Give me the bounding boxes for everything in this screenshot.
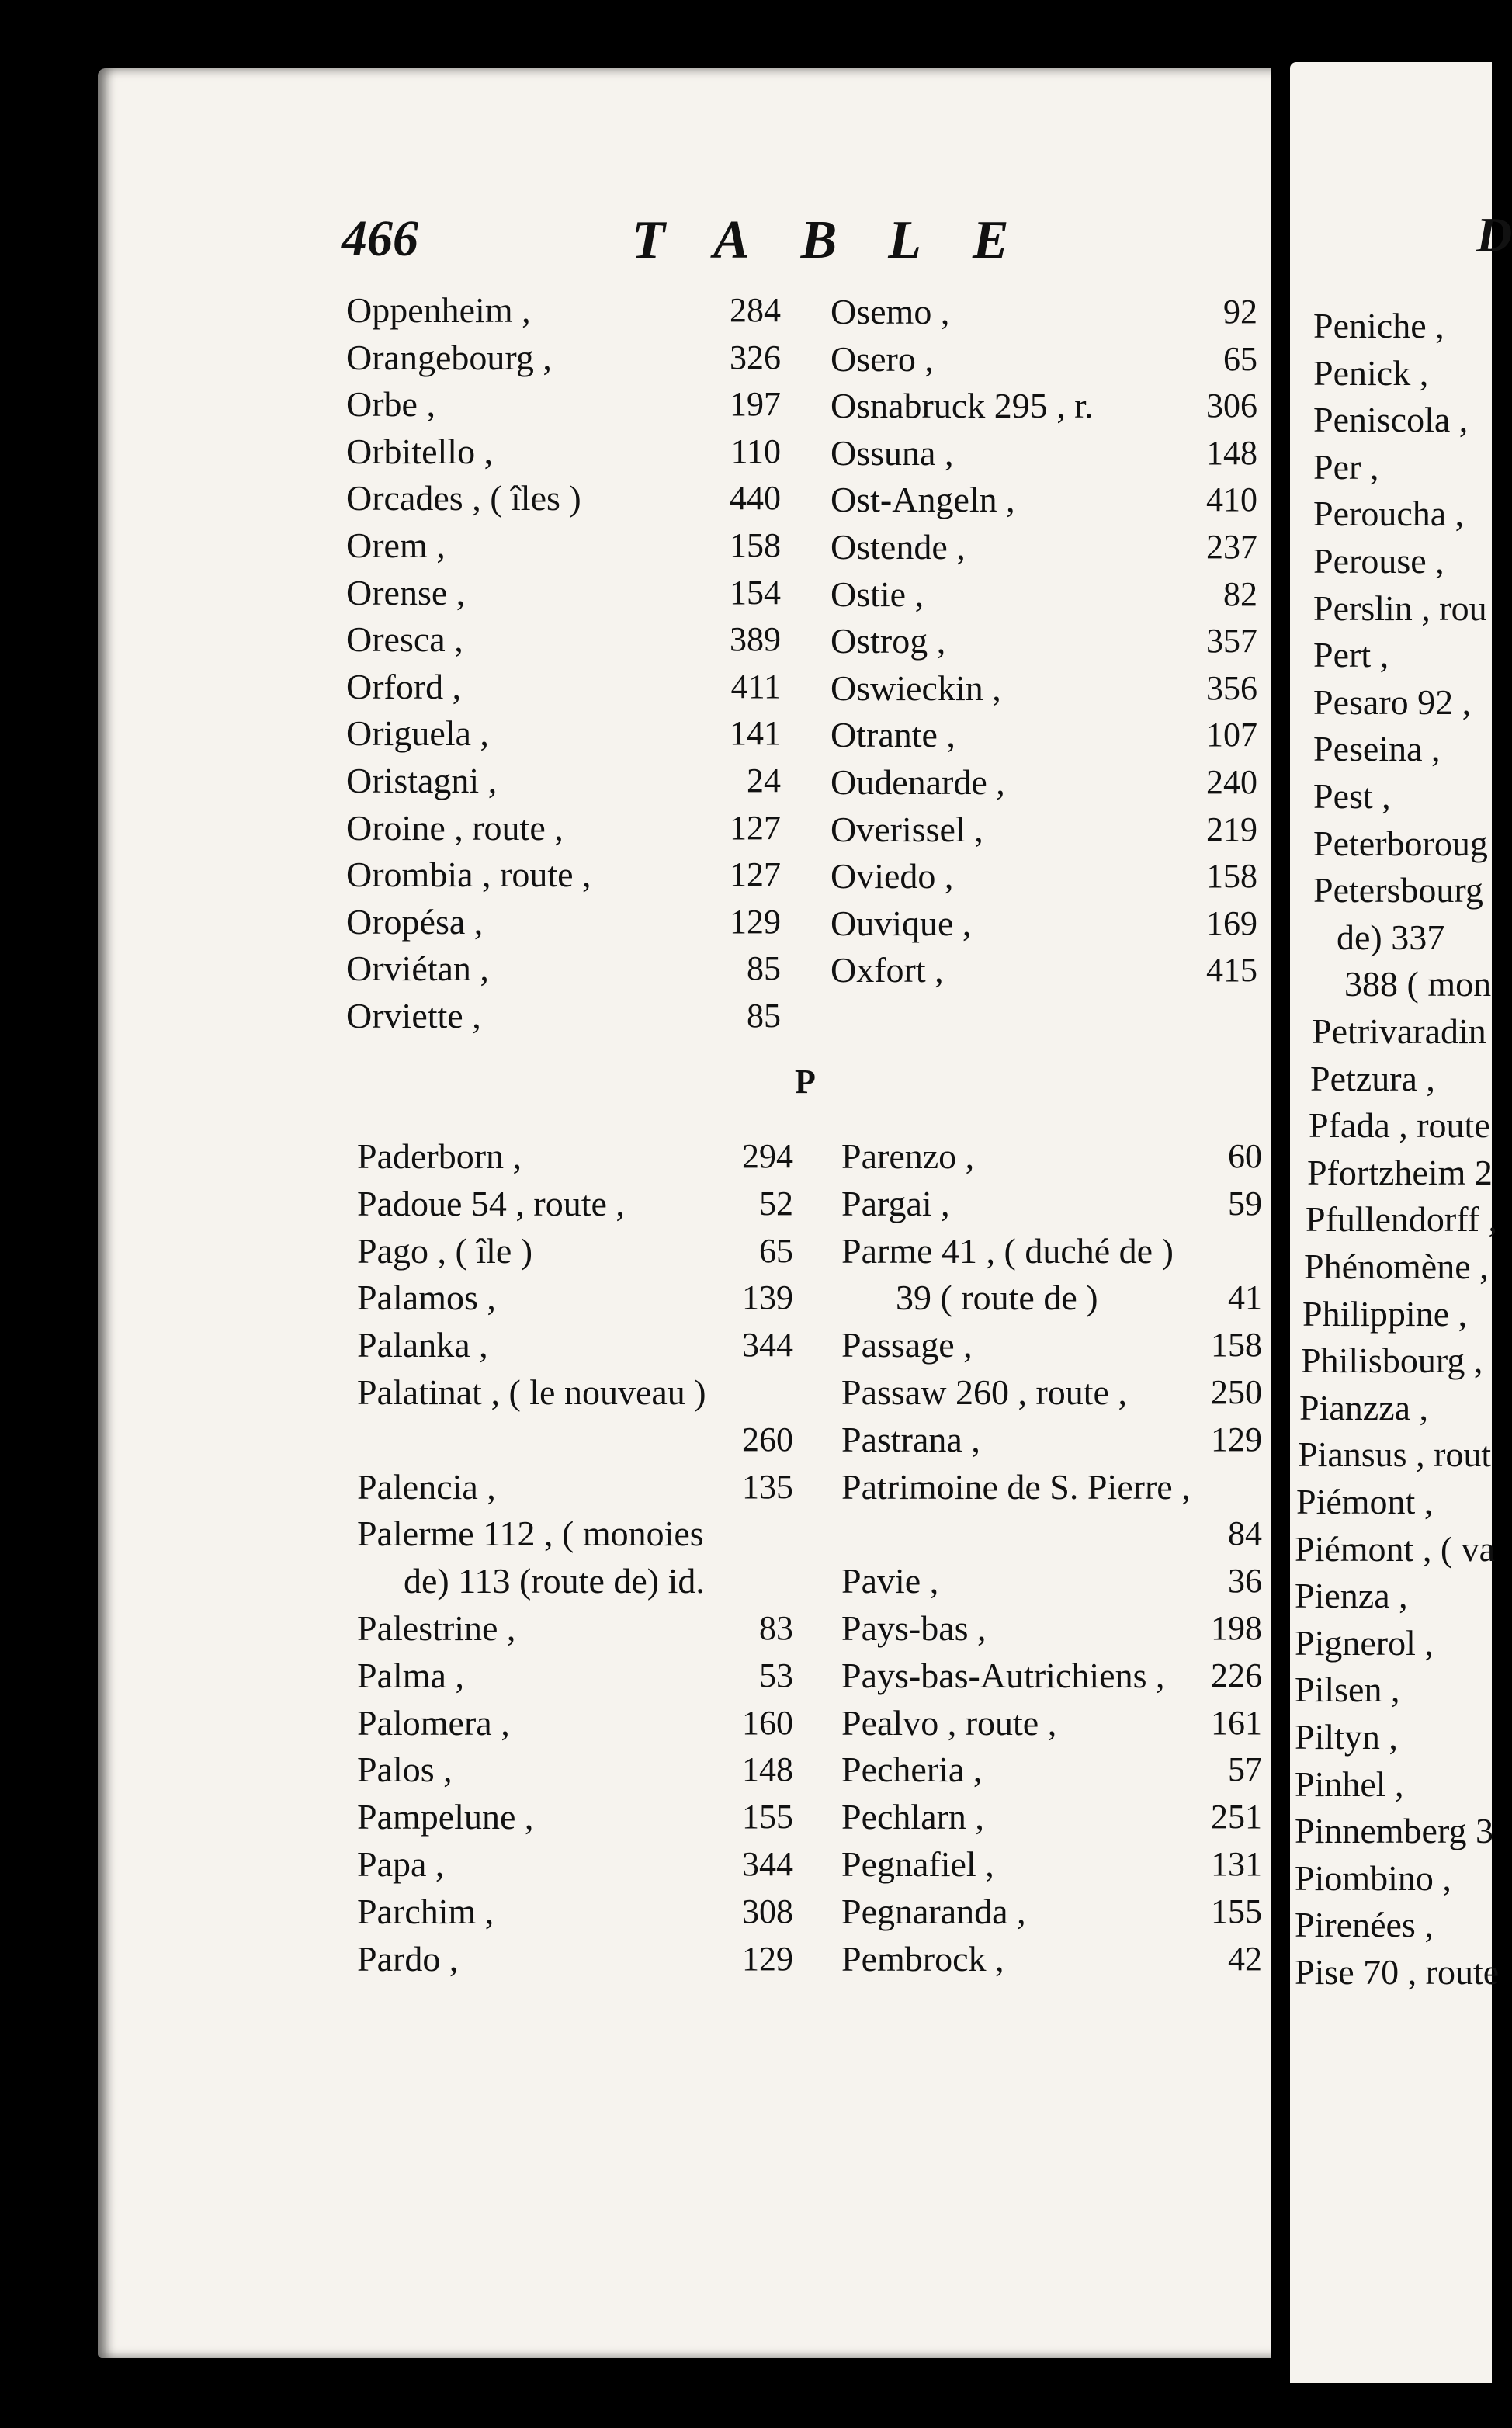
index-entry-name: Orviétan , xyxy=(346,949,489,989)
index-entry-page: 65 xyxy=(759,1231,793,1270)
index-entry-name: Osnabruck 295 , r. xyxy=(831,386,1094,426)
index-entry-name: Palma , xyxy=(357,1655,464,1695)
index-entry-name: Patrimoine de S. Pierre , xyxy=(841,1466,1191,1507)
index-entry-name: Parchim , xyxy=(357,1891,494,1931)
index-entry-name: Pegnafiel , xyxy=(841,1844,994,1884)
index-entry-name: Pealvo , route , xyxy=(841,1702,1057,1743)
index-entry-page: 154 xyxy=(730,573,781,612)
index-entry-name: Pargai , xyxy=(841,1183,950,1223)
index-entry-page: 129 xyxy=(730,902,781,941)
next-page-entry: Pinhel , xyxy=(1295,1764,1404,1804)
index-entry-name: Ostende , xyxy=(831,527,966,567)
index-entry-name: Otrante , xyxy=(831,715,955,755)
index-entry-page: 85 xyxy=(747,997,781,1035)
index-entry-page: 308 xyxy=(742,1892,793,1930)
index-entry-page: 59 xyxy=(1228,1184,1262,1223)
index-entry-name: Pago , ( île ) xyxy=(357,1230,533,1271)
right-page-head: D xyxy=(1476,207,1512,262)
index-entry-page: 127 xyxy=(730,808,781,847)
index-entry-page: 357 xyxy=(1206,622,1257,661)
index-entry-name: Paderborn , xyxy=(357,1136,522,1176)
index-entry-page: 82 xyxy=(1223,574,1257,613)
next-page-entry: Perouse , xyxy=(1313,541,1444,581)
index-entry-page: 344 xyxy=(742,1845,793,1883)
next-page-entry: Pert , xyxy=(1313,635,1389,675)
index-entry-name: Oudenarde , xyxy=(831,762,1005,802)
index-entry-name: Palatinat , ( le nouveau ) xyxy=(357,1372,706,1412)
index-entry-page: 294 xyxy=(742,1137,793,1175)
index-entry-page: 83 xyxy=(759,1609,793,1647)
index-entry-page: 198 xyxy=(1211,1609,1262,1647)
section-letter: P xyxy=(795,1063,816,1101)
next-page-entry: Pesaro 92 , xyxy=(1313,682,1472,722)
running-head: TABLE xyxy=(632,210,1060,270)
index-entry-page: 219 xyxy=(1206,810,1257,848)
index-entry-name: Pays-bas , xyxy=(841,1608,987,1648)
next-page-entry: Perslin , rou xyxy=(1313,588,1487,628)
index-entry-name: Orangebourg , xyxy=(346,337,552,377)
index-entry-page: 158 xyxy=(1206,857,1257,896)
index-entry-page: 344 xyxy=(742,1326,793,1365)
index-entry-page: 251 xyxy=(1211,1798,1262,1837)
index-entry-page: 155 xyxy=(742,1798,793,1837)
index-entry-page: 57 xyxy=(1228,1750,1262,1789)
index-entry-page: 158 xyxy=(1211,1326,1262,1365)
index-entry-name: Orem , xyxy=(346,525,446,565)
index-entry-name: Ost-Angeln , xyxy=(831,480,1015,520)
index-entry-name: Origuela , xyxy=(346,713,489,754)
index-entry-page: 129 xyxy=(1211,1420,1262,1459)
left-page xyxy=(98,68,1278,2358)
index-entry-name: Oresca , xyxy=(346,619,463,660)
index-entry-page: 84 xyxy=(1228,1514,1262,1553)
index-entry-page: 197 xyxy=(730,385,781,424)
index-entry-page: 326 xyxy=(730,338,781,376)
index-entry-page: 169 xyxy=(1206,904,1257,942)
index-entry-page: 356 xyxy=(1206,668,1257,707)
index-entry-name: Osemo , xyxy=(831,292,950,331)
next-page-entry: Pirenées , xyxy=(1295,1905,1434,1945)
next-page-entry: Petzura , xyxy=(1310,1058,1435,1098)
next-page-entry: Pianzza , xyxy=(1299,1387,1429,1427)
next-page-entry: Pignerol , xyxy=(1295,1622,1434,1663)
next-page-entry: Peterboroug xyxy=(1313,823,1488,863)
index-entry-name: Oristagni , xyxy=(346,761,498,800)
next-page-entry: Pfada , route xyxy=(1309,1105,1490,1146)
index-entry-name: Orense , xyxy=(346,572,466,612)
index-entry-name: Pampelune , xyxy=(357,1797,534,1837)
index-entry-page: 36 xyxy=(1228,1562,1262,1601)
index-entry-name: Padoue 54 , route , xyxy=(357,1183,625,1223)
index-entry-page: 415 xyxy=(1206,951,1257,990)
page-number: 466 xyxy=(342,210,418,267)
index-entry-page: 250 xyxy=(1211,1373,1262,1411)
index-entry-page: 148 xyxy=(1206,433,1257,472)
index-entry-page: 92 xyxy=(1223,293,1257,331)
right-page xyxy=(1290,62,1512,2383)
next-page-entry: Penick , xyxy=(1313,352,1429,393)
index-entry-page: 107 xyxy=(1206,716,1257,754)
index-entry-name: Parme 41 , ( duché de ) xyxy=(841,1230,1174,1271)
index-entry-page: 24 xyxy=(747,761,781,800)
index-entry-name: Palestrine , xyxy=(357,1608,516,1648)
next-page-entry: Pise 70 , route xyxy=(1295,1952,1500,1992)
next-page-entry: Pfullendorff , xyxy=(1306,1199,1498,1240)
index-entry-name: Palencia , xyxy=(357,1466,496,1507)
next-page-entry: Pfortzheim 2 xyxy=(1307,1152,1493,1192)
index-entry-name: Papa , xyxy=(357,1844,445,1884)
index-entry-name: Pastrana , xyxy=(841,1419,980,1459)
paper-speck xyxy=(224,1633,236,1646)
next-page-entry: Pinnemberg 3 xyxy=(1295,1811,1493,1851)
next-page-entry: Peroucha , xyxy=(1313,494,1465,534)
index-entry-name: Palamos , xyxy=(357,1278,496,1318)
next-page-entry: Peniscola , xyxy=(1313,400,1469,440)
next-page-entry: Peseina , xyxy=(1313,729,1441,769)
next-page-entry: Per , xyxy=(1313,446,1379,487)
index-entry-name: Palerme 112 , ( monoies xyxy=(357,1514,704,1554)
index-entry-page: 160 xyxy=(742,1703,793,1742)
index-entry-name: de) 113 (route de) id. xyxy=(404,1561,705,1601)
index-entry-name: Oropésa , xyxy=(346,901,484,942)
index-entry-name: Orviette , xyxy=(346,996,481,1035)
next-page-entry: Piémont , xyxy=(1296,1482,1434,1521)
index-entry-page: 65 xyxy=(1223,339,1257,378)
index-entry-page: 131 xyxy=(1211,1845,1262,1883)
next-page-entry: Piansus , rout xyxy=(1298,1434,1492,1475)
index-entry-name: Ostie , xyxy=(831,574,924,614)
index-entry-page: 41 xyxy=(1228,1278,1262,1317)
index-entry-name: Pardo , xyxy=(357,1938,459,1979)
index-entry-name: Osero , xyxy=(831,338,934,379)
index-entry-page: 260 xyxy=(742,1420,793,1459)
index-entry-page: 161 xyxy=(1211,1703,1262,1742)
index-entry-name: Orcades , ( îles ) xyxy=(346,478,581,519)
next-page-entry: 388 ( mon xyxy=(1344,964,1492,1004)
index-entry-page: 410 xyxy=(1206,480,1257,519)
index-entry-name: Orford , xyxy=(346,666,462,706)
index-entry-page: 60 xyxy=(1228,1137,1262,1175)
index-entry-name: Passaw 260 , route , xyxy=(841,1372,1127,1412)
next-page-entry: Phénomène , xyxy=(1304,1247,1489,1286)
index-entry-name: Pembrock , xyxy=(841,1938,1004,1979)
next-page-entry: Piltyn , xyxy=(1295,1717,1398,1757)
next-page-entry: Pest , xyxy=(1313,776,1391,816)
next-page-entry: Petersbourg xyxy=(1313,870,1483,910)
next-page-entry: Piémont , ( va xyxy=(1295,1528,1496,1569)
index-entry-name: Palomera , xyxy=(357,1702,510,1743)
index-entry-name: Oppenheim , xyxy=(346,290,531,330)
next-page-entry: Philisbourg , xyxy=(1301,1341,1483,1381)
index-entry-name: Oroine , route , xyxy=(346,807,564,848)
index-entry-page: 237 xyxy=(1206,528,1257,566)
index-entry-name: Parenzo , xyxy=(841,1136,975,1176)
index-entry-name: Orbitello , xyxy=(346,431,494,471)
index-entry-page: 226 xyxy=(1211,1656,1262,1694)
index-entry-name: Palos , xyxy=(357,1750,453,1790)
index-entry-name: Overissel , xyxy=(831,809,983,849)
index-entry-page: 110 xyxy=(730,432,781,470)
index-entry-page: 284 xyxy=(730,291,781,329)
index-entry-page: 389 xyxy=(730,620,781,659)
next-page-entry: de) 337 xyxy=(1337,917,1445,957)
index-entry-name: Pays-bas-Autrichiens , xyxy=(841,1655,1165,1695)
index-entry-name: Orbe , xyxy=(346,384,435,425)
index-entry-page: 440 xyxy=(730,479,781,518)
index-entry-page: 158 xyxy=(730,526,781,564)
index-entry-page: 141 xyxy=(730,714,781,753)
next-page-entry: Peniche , xyxy=(1313,306,1444,345)
index-entry-page: 411 xyxy=(730,667,781,706)
index-entry-page: 139 xyxy=(742,1278,793,1317)
next-page-entry: Pienza , xyxy=(1295,1576,1408,1616)
index-entry-name: Oswieckin , xyxy=(831,668,1001,708)
next-page-entry: Petrivaradin xyxy=(1312,1011,1486,1051)
index-entry-name: Ossuna , xyxy=(831,432,954,473)
index-entry-page: 155 xyxy=(1211,1892,1262,1930)
next-page-entry: Pilsen , xyxy=(1295,1670,1400,1710)
index-entry-page: 240 xyxy=(1206,763,1257,801)
index-entry-name: Pechlarn , xyxy=(841,1797,984,1837)
index-entry-name: Oviedo , xyxy=(831,856,954,897)
index-entry-page: 129 xyxy=(742,1939,793,1978)
index-entry-name: Ostrog , xyxy=(831,621,946,661)
index-entry-name: Oxfort , xyxy=(831,950,944,990)
next-page-entry: Philippine , xyxy=(1302,1293,1468,1334)
index-entry-page: 135 xyxy=(742,1467,793,1506)
index-entry-page: 85 xyxy=(747,949,781,988)
index-entry-name: Orombia , route , xyxy=(346,855,591,895)
index-entry-name: Ouvique , xyxy=(831,903,972,943)
book-gutter xyxy=(1271,54,1290,2383)
index-entry-page: 53 xyxy=(759,1656,793,1694)
index-entry-name: Pecheria , xyxy=(841,1750,983,1790)
index-entry-page: 306 xyxy=(1206,387,1257,425)
index-entry-name: 39 ( route de ) xyxy=(896,1278,1098,1318)
index-entry-name: Palanka , xyxy=(357,1325,488,1365)
index-entry-page: 52 xyxy=(759,1184,793,1223)
index-entry-name: Pavie , xyxy=(841,1561,939,1601)
index-entry-page: 42 xyxy=(1228,1939,1262,1978)
index-entry-page: 148 xyxy=(742,1750,793,1789)
index-entry-name: Pegnaranda , xyxy=(841,1891,1026,1931)
index-entry-name: Passage , xyxy=(841,1325,973,1365)
next-page-entry: Piombino , xyxy=(1295,1857,1451,1898)
index-entry-page: 127 xyxy=(730,855,781,894)
